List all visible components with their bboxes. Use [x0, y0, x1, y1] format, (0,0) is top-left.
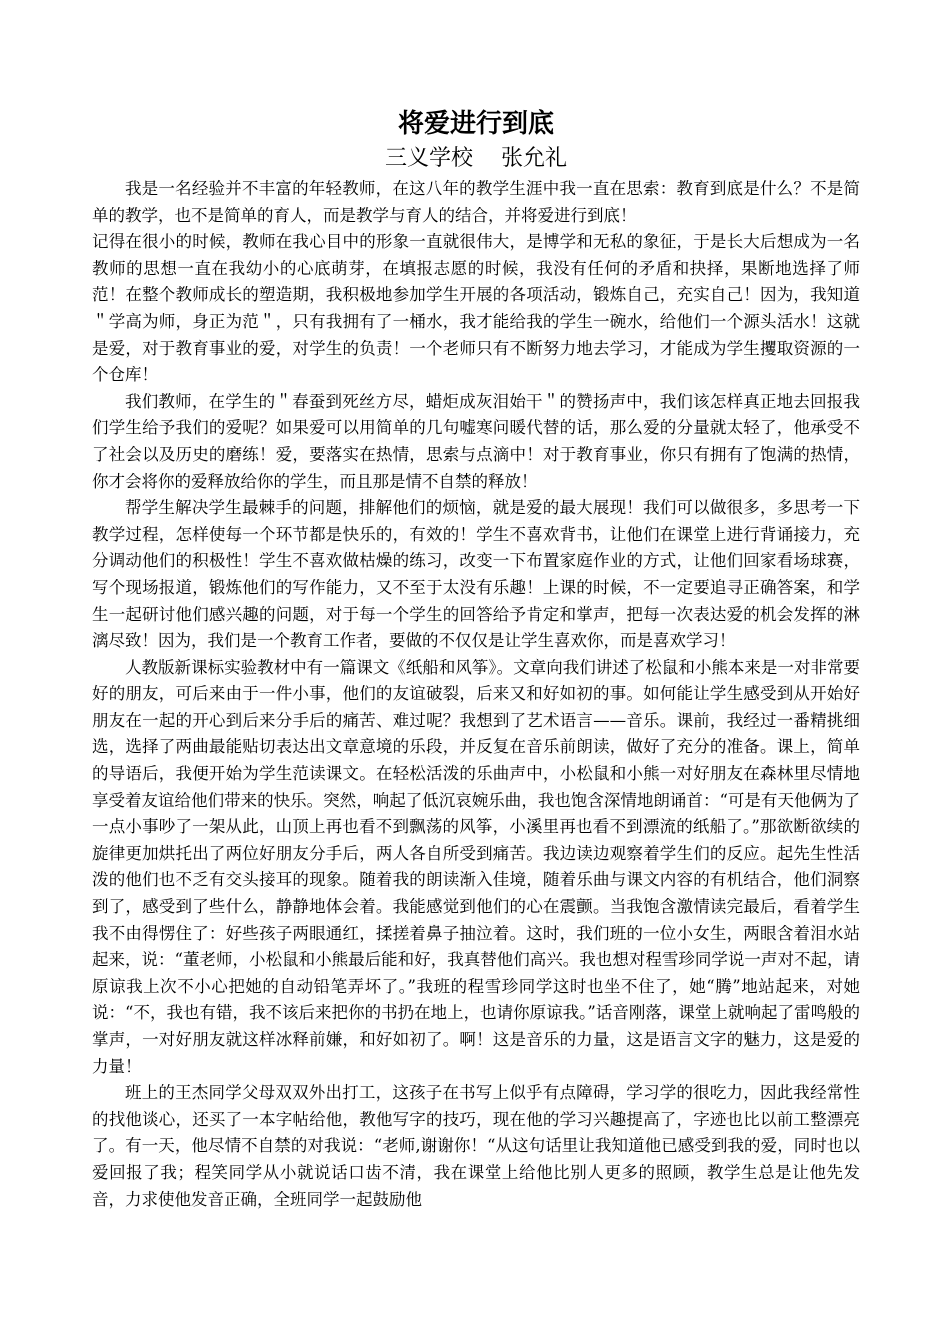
paragraph-5: 人教版新课标实验教材中有一篇课文《纸船和风筝》。文章向我们讲述了松鼠和小熊本来是一对非常要好的朋友，可后来由于一件小事，他们的友谊破裂，后来又和好如初的事。如何能让学生感受到从开始好朋友在一起的开心到后来分手后的痛苦、难过呢？我想到了艺术语言——音乐。课前，我经过一番精挑细选，选择了两曲最能贴切表达出文章意境的乐段，并反复在音乐前朗读，做好了充分的准备。课上，简单的导语后，我便开始为学生范读课文。在轻松活泼的乐曲声中，小松鼠和小熊一对好朋友在森林里尽情地享受着友谊给他们带来的快乐。突然，响起了低沉哀婉乐曲，我也饱含深情地朗诵首：“可是有天他俩为了一点小事吵了一架从此，山顶上再也看不到飘荡的风筝，小溪里再也看不到漂流的纸船了。”那欲断欲续的旋律更加烘托出了两位好朋友分手后，两人各自所受到痛苦。我边读边观察着学生们的反应。起先生性活泼的他们也不乏有交头接耳的现象。随着我的朗读渐入佳境，随着乐曲与课文内容的有机结合，他们洞察到了，感受到了些什么，静静地体会着。我能感觉到他们的心在震颤。当我饱含激情读完最后，看着学生我不由得愣住了：好些孩子两眼通红，揉搓着鼻子抽泣着。这时，我们班的一位小女生，两眼含着泪水站起来，说：“董老师，小松鼠和小熊最后能和好，我真替他们高兴。我也想对程雪珍同学说一声对不起，请原谅我上次不小心把她的自动铅笔弄坏了。”我班的程雪珍同学这时也坐不住了，她“腾”地站起来，对她说：“不，我也有错，我不该后来把你的书扔在地上，也请你原谅我。”话音刚落，课堂上就响起了雷鸣般的掌声，一对好朋友就这样冰释前嫌，和好如初了。啊！这是音乐的力量，这是语言文字的魅力，这是爱的力量！ [92, 657, 860, 1076]
author-byline: 三义学校 张允礼 [385, 146, 567, 171]
document-page [92, 104, 860, 1213]
paragraph-3: 我们教师，在学生的＂春蚕到死丝方尽，蜡炬成灰泪始干＂的赞扬声中，我们该怎样真正地去回报我们学生给予我们的爱呢？如果爱可以用简单的几句嘘寒问暖代替的话，那么爱的分量就太轻了，他承受不了社会以及历史的磨练！爱，要落实在热情，思索与点滴中！对于教育事业，你只有拥有了饱满的热情，你才会将你的爱释放给你的学生，而且那是情不自禁的释放！ [92, 391, 860, 491]
paragraph-6: 班上的王杰同学父母双双外出打工，这孩子在书写上似乎有点障碍，学习学的很吃力，因此我经常性的找他谈心，还买了一本字帖给他，教他写字的技巧，现在他的学习兴趣提高了，字迹也比以前工整漂亮了。有一天，他尽情不自禁的对我说：“老师,谢谢你！“从这句话里让我知道他已感受到我的爱，同时也以爱回报了我；程笑同学从小就说话口齿不清，我在课堂上给他比别人更多的照顾，教学生总是让他先发音，力求使他发音正确，全班同学一起鼓励他 [92, 1083, 860, 1209]
paragraph-4: 帮学生解决学生最棘手的问题，排解他们的烦恼，就是爱的最大展现！我们可以做很多，多思考一下教学过程，怎样使每一个环节都是快乐的，有效的！学生不喜欢背书，让他们在课堂上进行背诵接力，充分调动他们的积极性！学生不喜欢做枯燥的练习，改变一下布置家庭作业的方式，让他们回家看场球赛，写个现场报道，锻炼他们的写作能力，又不至于太没有乐趣！上课的时候，不一定要追寻正确答案，和学生一起研讨他们感兴趣的问题，对于每一个学生的回答给予肯定和掌声，把每一次表达爱的机会发挥的淋漓尽致！因为，我们是一个教育工作者，要做的不仅仅是让学生喜欢你，而是喜欢学习！ [92, 498, 860, 651]
paragraph-1: 我是一名经验并不丰富的年轻教师，在这八年的教学生涯中我一直在思索：教育到底是什么？不是简单的教学，也不是简单的育人，而是教学与育人的结合，并将爱进行到底！ [92, 179, 860, 225]
paragraph-2: 记得在很小的时候，教师在我心目中的形象一直就很伟大，是博学和无私的象征，于是长大后想成为一名教师的思想一直在我幼小的心底萌芽，在填报志愿的时候，我没有任何的矛盾和抉择，果断地选择了师范！在整个教师成长的塑造期，我积极地参加学生开展的各项活动，锻炼自己，充实自己！因为，我知道＂学高为师，身正为范＂，只有我拥有了一桶水，我才能给我的学生一碗水，给他们一个源头活水！这就是爱，对于教育事业的爱，对学生的负责！一个老师只有不断努力地去学习，才能成为学生攫取资源的一个仓库！ [92, 232, 860, 385]
document-title: 将爱进行到底 [397, 109, 554, 139]
